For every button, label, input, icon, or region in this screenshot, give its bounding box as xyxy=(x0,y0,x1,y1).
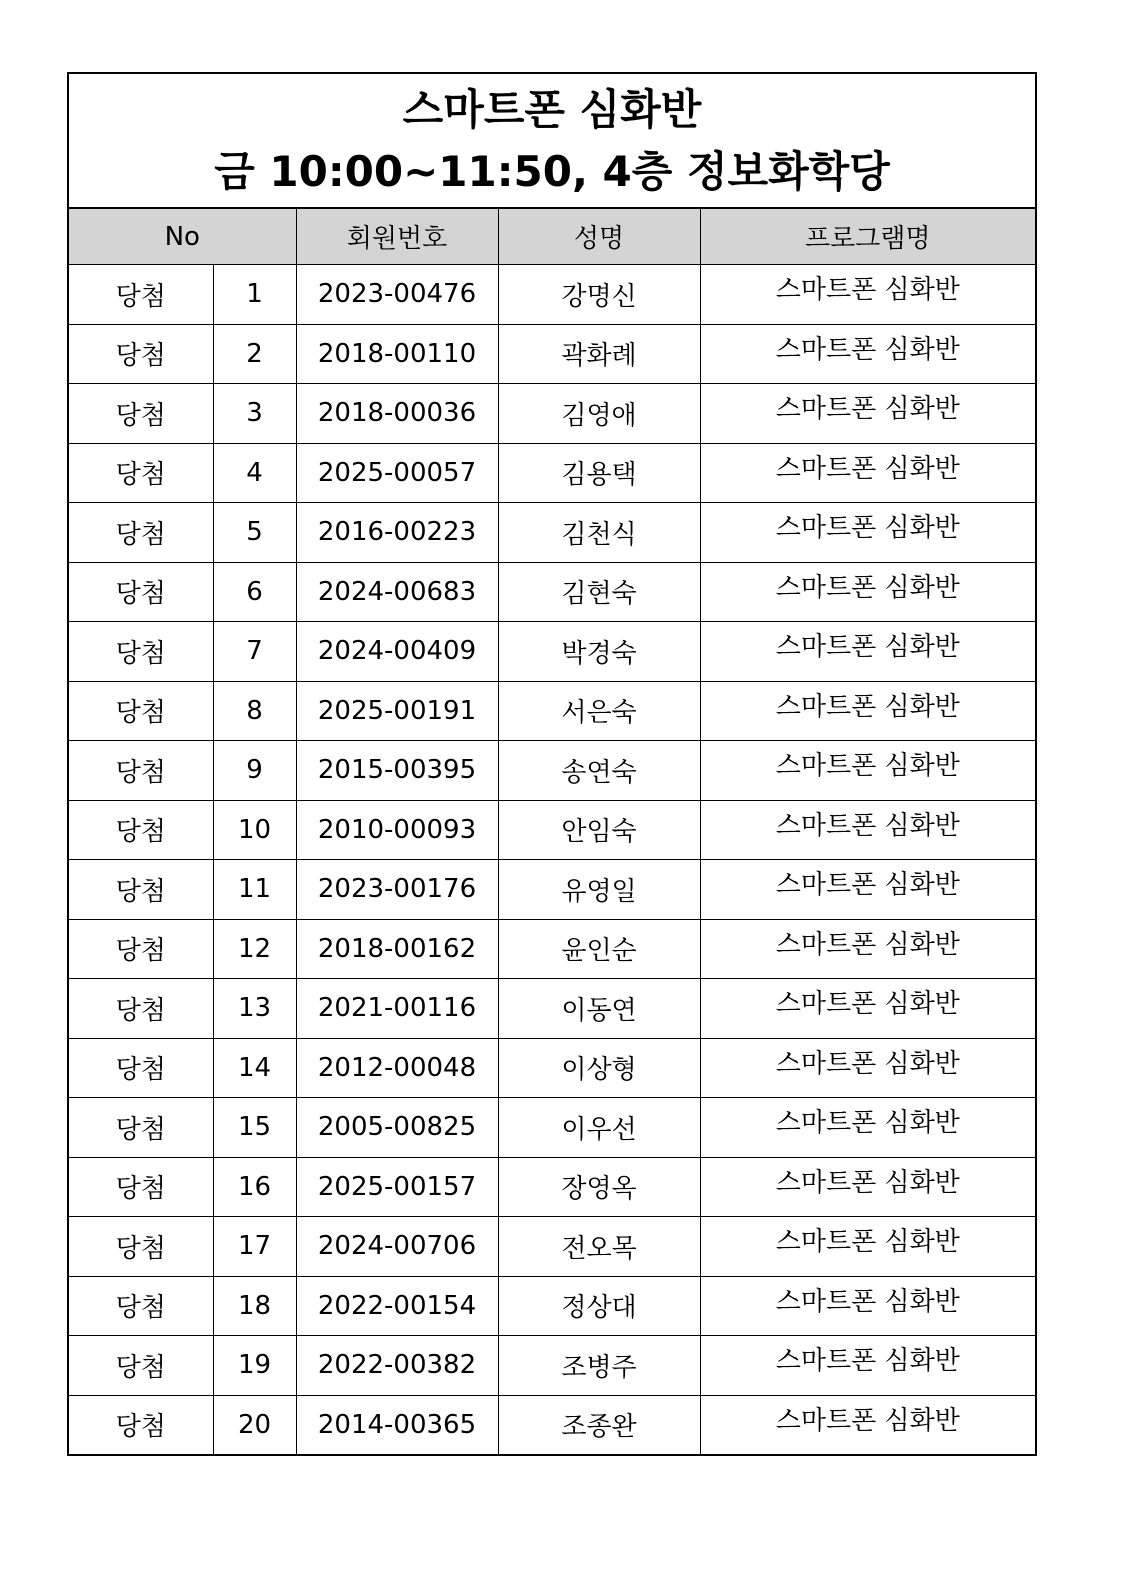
row-number-cell: 3 xyxy=(213,384,296,444)
row-number-cell: 9 xyxy=(213,741,296,801)
status-cell: 당첨 xyxy=(69,1336,213,1396)
program-name-cell: 스마트폰 심화반 xyxy=(700,919,1035,979)
status-cell: 당첨 xyxy=(69,979,213,1039)
member-name-cell: 송연숙 xyxy=(498,741,700,801)
member-id-cell: 2016-00223 xyxy=(296,503,498,563)
row-number-cell: 16 xyxy=(213,1157,296,1217)
status-cell: 당첨 xyxy=(69,860,213,920)
program-name-cell: 스마트폰 심화반 xyxy=(700,1336,1035,1396)
status-cell: 당첨 xyxy=(69,622,213,682)
member-id-cell: 2024-00683 xyxy=(296,562,498,622)
table-row xyxy=(69,265,1035,325)
member-name-cell: 이상형 xyxy=(498,1038,700,1098)
member-name-cell: 장영옥 xyxy=(498,1157,700,1217)
table-row xyxy=(69,1217,1035,1277)
status-cell: 당첨 xyxy=(69,443,213,503)
program-name-cell: 스마트폰 심화반 xyxy=(700,384,1035,444)
member-id-cell: 2005-00825 xyxy=(296,1098,498,1158)
member-name-cell: 김영애 xyxy=(498,384,700,444)
table-row xyxy=(69,1038,1035,1098)
table-row xyxy=(69,681,1035,741)
class-schedule: 금 10:00~11:50, 4층 정보화학당 xyxy=(214,146,890,196)
member-id-cell: 2024-00409 xyxy=(296,622,498,682)
status-cell: 당첨 xyxy=(69,324,213,384)
program-name-cell: 스마트폰 심화반 xyxy=(700,443,1035,503)
table-row xyxy=(69,741,1035,801)
table-row xyxy=(69,800,1035,860)
status-cell: 당첨 xyxy=(69,1157,213,1217)
program-name-cell: 스마트폰 심화반 xyxy=(700,979,1035,1039)
member-id-cell: 2023-00476 xyxy=(296,265,498,325)
winner-list-sheet xyxy=(67,72,1037,1456)
program-name-cell: 스마트폰 심화반 xyxy=(700,622,1035,682)
row-number-cell: 11 xyxy=(213,860,296,920)
status-cell: 당첨 xyxy=(69,562,213,622)
member-id-cell: 2022-00154 xyxy=(296,1276,498,1336)
member-name-cell: 유영일 xyxy=(498,860,700,920)
program-name-cell: 스마트폰 심화반 xyxy=(700,1038,1035,1098)
member-id-cell: 2018-00162 xyxy=(296,919,498,979)
member-name-cell: 서은숙 xyxy=(498,681,700,741)
member-id-cell: 2025-00057 xyxy=(296,443,498,503)
member-name-cell: 안임숙 xyxy=(498,800,700,860)
row-number-cell: 20 xyxy=(213,1395,296,1454)
program-name-cell: 스마트폰 심화반 xyxy=(700,562,1035,622)
program-name-cell: 스마트폰 심화반 xyxy=(700,1395,1035,1454)
program-name-cell: 스마트폰 심화반 xyxy=(700,860,1035,920)
row-number-cell: 12 xyxy=(213,919,296,979)
member-name-cell: 강명신 xyxy=(498,265,700,325)
status-cell: 당첨 xyxy=(69,1395,213,1454)
status-cell: 당첨 xyxy=(69,800,213,860)
program-name-cell: 스마트폰 심화반 xyxy=(700,800,1035,860)
member-id-cell: 2022-00382 xyxy=(296,1336,498,1396)
program-name-cell: 스마트폰 심화반 xyxy=(700,741,1035,801)
status-cell: 당첨 xyxy=(69,1098,213,1158)
row-number-cell: 7 xyxy=(213,622,296,682)
page-title: 스마트폰 심화반 xyxy=(402,84,702,134)
header-name: 성명 xyxy=(498,209,700,265)
row-number-cell: 8 xyxy=(213,681,296,741)
member-name-cell: 전오목 xyxy=(498,1217,700,1277)
member-name-cell: 김용택 xyxy=(498,443,700,503)
member-id-cell: 2018-00036 xyxy=(296,384,498,444)
table-row xyxy=(69,324,1035,384)
row-number-cell: 19 xyxy=(213,1336,296,1396)
status-cell: 당첨 xyxy=(69,1276,213,1336)
row-number-cell: 2 xyxy=(213,324,296,384)
table-row xyxy=(69,384,1035,444)
member-id-cell: 2023-00176 xyxy=(296,860,498,920)
member-name-cell: 박경숙 xyxy=(498,622,700,682)
member-id-cell: 2018-00110 xyxy=(296,324,498,384)
header-member-id: 회원번호 xyxy=(296,209,498,265)
title-block xyxy=(69,74,1035,209)
table-row xyxy=(69,443,1035,503)
status-cell: 당첨 xyxy=(69,503,213,563)
table-row xyxy=(69,1276,1035,1336)
member-name-cell: 조병주 xyxy=(498,1336,700,1396)
member-name-cell: 정상대 xyxy=(498,1276,700,1336)
status-cell: 당첨 xyxy=(69,265,213,325)
member-name-cell: 이동연 xyxy=(498,979,700,1039)
row-number-cell: 1 xyxy=(213,265,296,325)
row-number-cell: 14 xyxy=(213,1038,296,1098)
member-id-cell: 2014-00365 xyxy=(296,1395,498,1454)
row-number-cell: 17 xyxy=(213,1217,296,1277)
header-program: 프로그램명 xyxy=(700,209,1035,265)
status-cell: 당첨 xyxy=(69,384,213,444)
program-name-cell: 스마트폰 심화반 xyxy=(700,1098,1035,1158)
table-header-row xyxy=(69,209,1035,265)
row-number-cell: 10 xyxy=(213,800,296,860)
table-row xyxy=(69,562,1035,622)
row-number-cell: 6 xyxy=(213,562,296,622)
member-name-cell: 김현숙 xyxy=(498,562,700,622)
table-row xyxy=(69,1336,1035,1396)
member-id-cell: 2021-00116 xyxy=(296,979,498,1039)
winner-table xyxy=(69,209,1035,1454)
member-name-cell: 조종완 xyxy=(498,1395,700,1454)
member-id-cell: 2015-00395 xyxy=(296,741,498,801)
row-number-cell: 5 xyxy=(213,503,296,563)
program-name-cell: 스마트폰 심화반 xyxy=(700,1276,1035,1336)
status-cell: 당첨 xyxy=(69,741,213,801)
member-id-cell: 2024-00706 xyxy=(296,1217,498,1277)
row-number-cell: 15 xyxy=(213,1098,296,1158)
member-id-cell: 2025-00191 xyxy=(296,681,498,741)
member-name-cell: 김천식 xyxy=(498,503,700,563)
table-row xyxy=(69,622,1035,682)
program-name-cell: 스마트폰 심화반 xyxy=(700,265,1035,325)
table-row xyxy=(69,503,1035,563)
member-id-cell: 2025-00157 xyxy=(296,1157,498,1217)
program-name-cell: 스마트폰 심화반 xyxy=(700,1217,1035,1277)
header-no: No xyxy=(69,209,296,265)
program-name-cell: 스마트폰 심화반 xyxy=(700,324,1035,384)
member-id-cell: 2012-00048 xyxy=(296,1038,498,1098)
member-id-cell: 2010-00093 xyxy=(296,800,498,860)
status-cell: 당첨 xyxy=(69,1217,213,1277)
status-cell: 당첨 xyxy=(69,681,213,741)
row-number-cell: 18 xyxy=(213,1276,296,1336)
program-name-cell: 스마트폰 심화반 xyxy=(700,503,1035,563)
row-number-cell: 4 xyxy=(213,443,296,503)
member-name-cell: 이우선 xyxy=(498,1098,700,1158)
status-cell: 당첨 xyxy=(69,1038,213,1098)
table-row xyxy=(69,1157,1035,1217)
table-row xyxy=(69,919,1035,979)
program-name-cell: 스마트폰 심화반 xyxy=(700,1157,1035,1217)
status-cell: 당첨 xyxy=(69,919,213,979)
table-row xyxy=(69,860,1035,920)
member-name-cell: 윤인순 xyxy=(498,919,700,979)
row-number-cell: 13 xyxy=(213,979,296,1039)
program-name-cell: 스마트폰 심화반 xyxy=(700,681,1035,741)
member-name-cell: 곽화례 xyxy=(498,324,700,384)
table-row xyxy=(69,979,1035,1039)
table-row xyxy=(69,1395,1035,1454)
table-row xyxy=(69,1098,1035,1158)
